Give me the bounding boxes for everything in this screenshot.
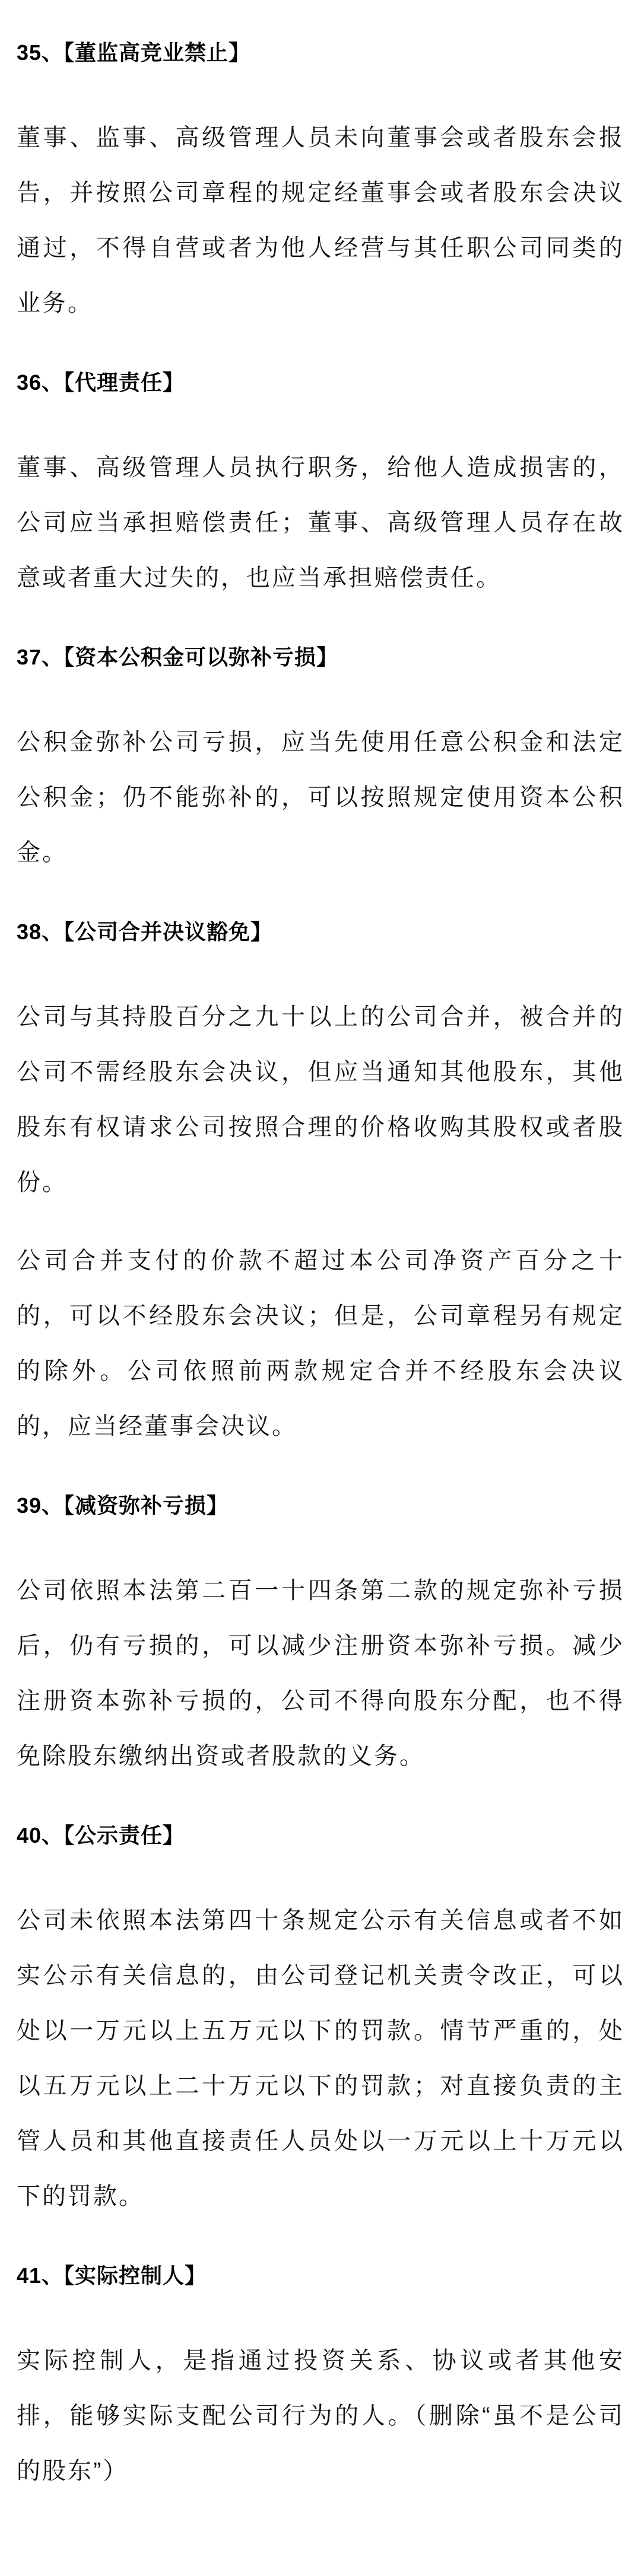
section-title: 【减资弥补亏损】: [64, 1493, 229, 1518]
section-40-paragraph-1: 公司未依照本法第四十条规定公示有关信息或者不如实公示有关信息的，由公司登记机关责令改正，可以处以一万元以上五万元以下的罚款。情节严重的，处以五万元以上二十万元以下的罚款；对直接负责的主管人员和其他直接责任人员处以一万元以上十万元以下的罚款。: [17, 1907, 624, 2209]
section-36-heading: [17, 367, 624, 399]
section-40: [17, 1820, 624, 2224]
section-38: [17, 916, 624, 1454]
section-35: [17, 37, 624, 331]
section-40-heading: [17, 1820, 624, 1852]
section-37-heading: [17, 641, 624, 673]
section-38-paragraph-1: 公司与其持股百分之九十以上的公司合并，被合并的公司不需经股东会决议，但应当通知其他股东，其他股东有权请求公司按照合理的价格收购其股权或者股份。: [17, 1004, 624, 1195]
section-38-heading: [17, 916, 624, 948]
section-number: 40、: [17, 1823, 64, 1847]
section-37: [17, 641, 624, 880]
section-number: 38、: [17, 920, 64, 944]
section-number: 41、: [17, 2263, 64, 2288]
section-39: [17, 1490, 624, 1784]
section-38-paragraph-2: 公司合并支付的价款不超过本公司净资产百分之十的，可以不经股东会决议；但是，公司章程另有规定的除外。公司依照前两款规定合并不经股东会决议的，应当经董事会决议。: [17, 1248, 624, 1439]
section-41: [17, 2260, 624, 2499]
section-35-paragraph-1: 董事、监事、高级管理人员未向董事会或者股东会报告，并按照公司章程的规定经董事会或者股东会决议通过，不得自营或者为他人经营与其任职公司同类的业务。: [17, 125, 624, 316]
section-37-paragraph-1: 公积金弥补公司亏损，应当先使用任意公积金和法定公积金；仍不能弥补的，可以按照规定使用资本公积金。: [17, 729, 624, 866]
section-39-paragraph-1: 公司依照本法第二百一十四条第二款的规定弥补亏损后，仍有亏损的，可以减少注册资本弥补亏损。减少注册资本弥补亏损的，公司不得向股东分配，也不得免除股东缴纳出资或者股款的义务。: [17, 1578, 624, 1769]
section-number: 37、: [17, 645, 64, 669]
section-title: 【实际控制人】: [64, 2263, 207, 2288]
section-36: [17, 367, 624, 606]
section-number: 35、: [17, 40, 64, 65]
section-number: 39、: [17, 1493, 64, 1518]
section-title: 【公示责任】: [64, 1823, 185, 1847]
section-41-heading: [17, 2260, 624, 2292]
section-title: 【代理责任】: [64, 370, 185, 395]
section-title: 【公司合并决议豁免】: [64, 920, 273, 944]
section-number: 36、: [17, 370, 64, 395]
section-title: 【董监高竞业禁止】: [64, 40, 251, 65]
section-title: 【资本公积金可以弥补亏损】: [64, 645, 339, 669]
section-35-heading: [17, 37, 624, 69]
section-36-paragraph-1: 董事、高级管理人员执行职务，给他人造成损害的，公司应当承担赔偿责任；董事、高级管理人员存在故意或者重大过失的，也应当承担赔偿责任。: [17, 454, 624, 591]
section-41-paragraph-1: 实际控制人，是指通过投资关系、协议或者其他安排，能够实际支配公司行为的人。（删除“虽不是公司的股东”）: [17, 2348, 624, 2484]
section-39-heading: [17, 1490, 624, 1522]
